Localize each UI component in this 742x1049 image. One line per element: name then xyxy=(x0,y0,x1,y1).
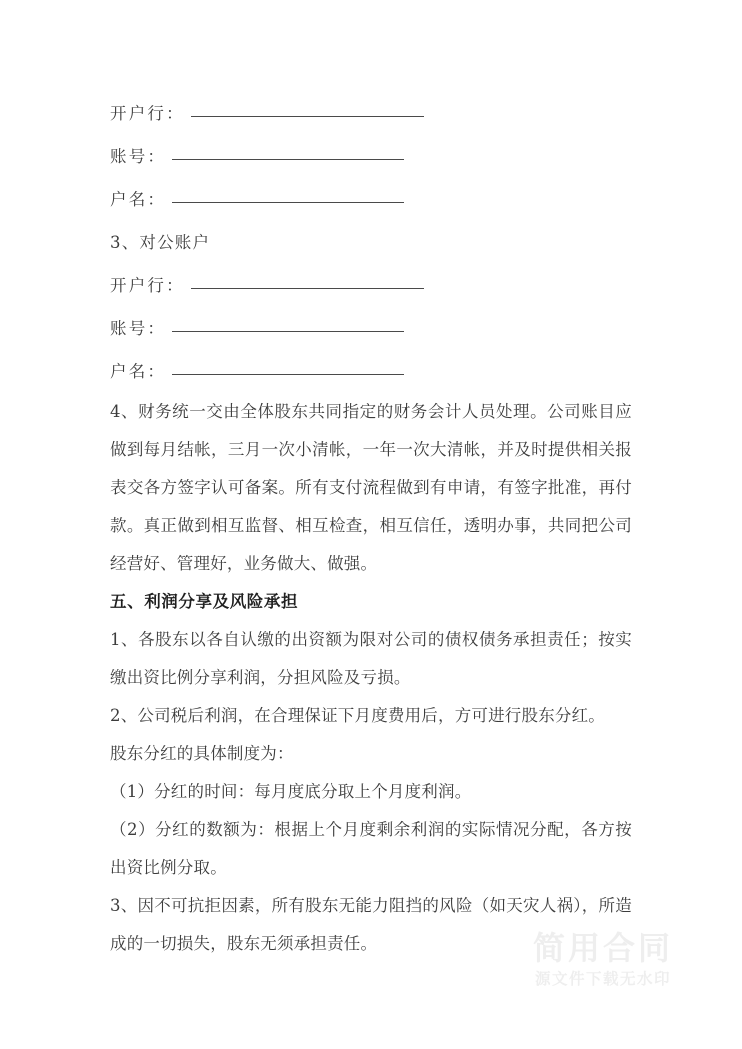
section-5-clause-3: 3、因不可抗拒因素，所有股东无能力阻挡的风险（如天灾人祸），所造成的一切损失，股东无须承担责任。 xyxy=(110,896,632,953)
watermark-brand-text: 简用合同 xyxy=(532,929,673,967)
clause-4-paragraph: 4、财务统一交由全体股东共同指定的财务会计人员处理。公司账目应做到每月结帐，三月一次小清帐，一年一次大清帐，并及时提供相关报表交各方签字认可备案。所有支付流程做到有申请，有签字批准，再付款。真正做到相互监督、相互检查，相互信任，透明办事，共同把公司经营好、管理好，业务做大、做强。 xyxy=(110,402,632,573)
account-number-label-2: 账号： xyxy=(110,318,167,338)
section-5-heading: 五、利润分享及风险承担 xyxy=(110,592,299,611)
bank-name-row-2 xyxy=(110,262,632,305)
account-holder-label-2: 户名： xyxy=(110,361,167,381)
account-holder-blank-2[interactable] xyxy=(172,374,404,375)
section-5-clause-2-note: 股东分红的具体制度为： xyxy=(110,744,294,763)
bank-name-blank-1[interactable] xyxy=(191,116,424,117)
account-holder-label-1: 户名： xyxy=(110,189,167,209)
section-5-clause-2: 2、公司税后利润，在合理保证下月度费用后，方可进行股东分红。 xyxy=(110,706,605,725)
account-number-row-2 xyxy=(110,305,632,348)
account-number-blank-1[interactable] xyxy=(172,159,404,160)
bank-name-label-1: 开户行： xyxy=(110,103,185,123)
account-number-row-1 xyxy=(110,133,632,176)
watermark-tagline-text: 源文件下载无水印 xyxy=(534,970,671,988)
bank-name-label-2: 开户行： xyxy=(110,275,185,295)
bank-name-blank-2[interactable] xyxy=(191,288,424,289)
account-holder-blank-1[interactable] xyxy=(172,202,404,203)
section-5-clause-2-item-1: （1）分红的时间：每月度底分取上个月度利润。 xyxy=(110,782,472,801)
bank-name-row-1 xyxy=(110,90,632,133)
document-content xyxy=(110,90,632,963)
account-holder-row-2 xyxy=(110,348,632,391)
account-holder-row-1 xyxy=(110,176,632,219)
account-number-label-1: 账号： xyxy=(110,146,167,166)
section-5-clause-1: 1、各股东以各自认缴的出资额为限对公司的债权债务承担责任；按实缴出资比例分享利润，分担风险及亏损。 xyxy=(110,630,632,687)
section-5-clause-2-item-2: （2）分红的数额为：根据上个月度剩余利润的实际情况分配，各方按出资比例分取。 xyxy=(110,820,632,877)
section-3-title: 3、对公账户 xyxy=(110,232,211,252)
account-number-blank-2[interactable] xyxy=(172,331,404,332)
